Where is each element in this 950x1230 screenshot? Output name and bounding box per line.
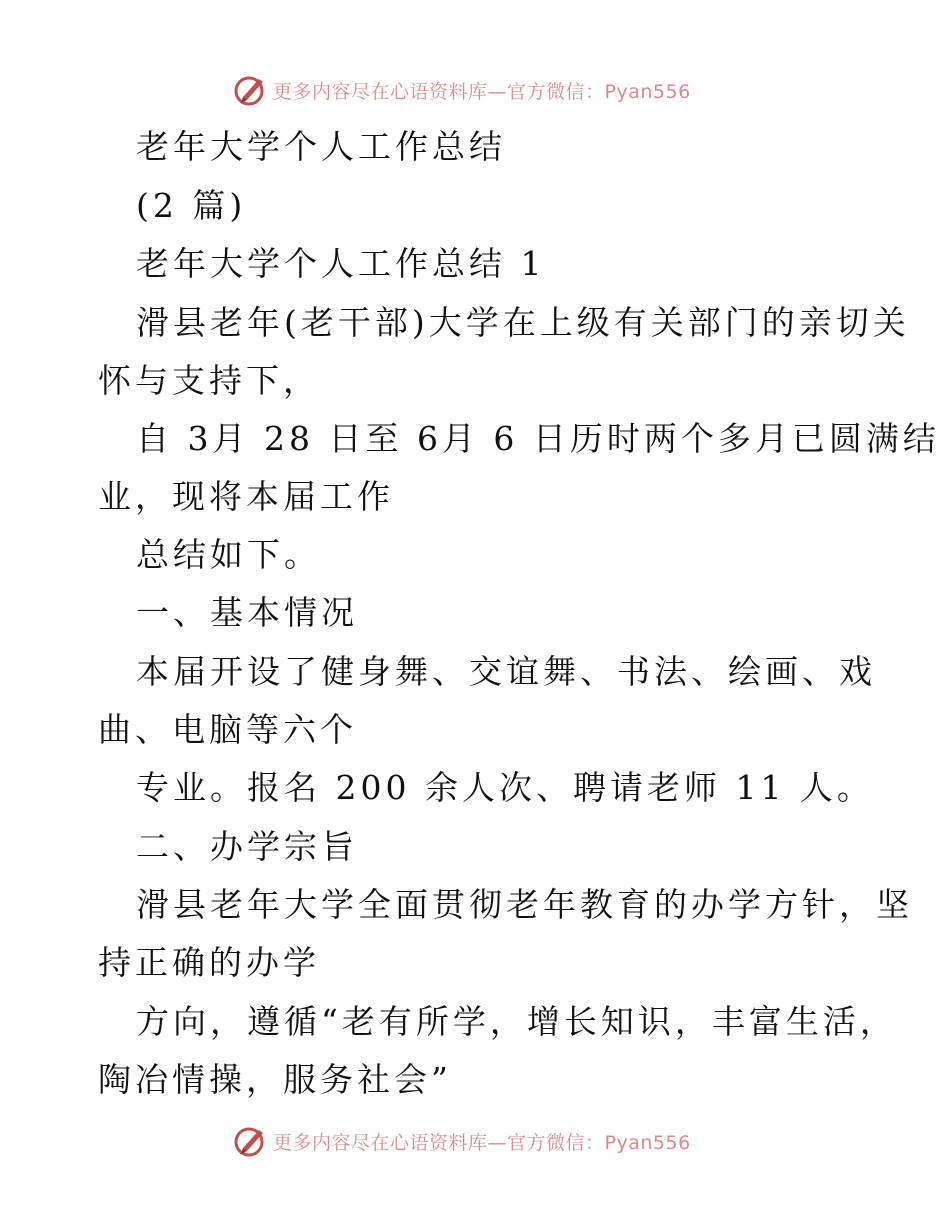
paragraph-line: 本届开设了健身舞、交谊舞、书法、绘画、戏 bbox=[136, 652, 876, 691]
document-title: 老年大学个人工作总结 bbox=[136, 127, 506, 166]
paragraph-line: 怀与支持下， bbox=[98, 361, 320, 400]
pen-logo-icon bbox=[233, 1124, 267, 1158]
paragraph-line: 滑县老年(老干部)大学在上级有关部门的亲切关 bbox=[136, 303, 910, 342]
paragraph-line: 滑县老年大学全面贯彻老年教育的办学方针，坚 bbox=[136, 885, 913, 924]
paragraph-line: 总结如下。 bbox=[136, 535, 321, 574]
section-heading: 一、基本情况 bbox=[136, 593, 358, 632]
section-heading: 二、办学宗旨 bbox=[136, 827, 358, 866]
watermark-text: 更多内容尽在心语资料库—官方微信：Pyan556 bbox=[273, 80, 691, 103]
paragraph-line: 专业。报名 200 余人次、聘请老师 11 人。 bbox=[136, 768, 874, 807]
header-watermark bbox=[233, 70, 691, 110]
pen-logo-icon bbox=[233, 73, 267, 107]
paragraph-line: 持正确的办学 bbox=[98, 943, 320, 982]
paragraph-line: 方向，遵循“老有所学，增长知识，丰富生活， bbox=[136, 1002, 897, 1041]
watermark-text: 更多内容尽在心语资料库—官方微信：Pyan556 bbox=[273, 1131, 691, 1154]
paragraph-line: 曲、电脑等六个 bbox=[98, 710, 357, 749]
paragraph-line: 自 3月 28 日至 6月 6 日历时两个多月已圆满结 bbox=[136, 419, 940, 458]
footer-watermark bbox=[233, 1121, 691, 1161]
paragraph-line: 业，现将本届工作 bbox=[98, 477, 394, 516]
paragraph-line: 陶冶情操，服务社会” bbox=[98, 1060, 452, 1099]
document-subtitle: (2 篇) bbox=[136, 186, 247, 225]
section-heading: 老年大学个人工作总结 1 bbox=[136, 244, 546, 283]
